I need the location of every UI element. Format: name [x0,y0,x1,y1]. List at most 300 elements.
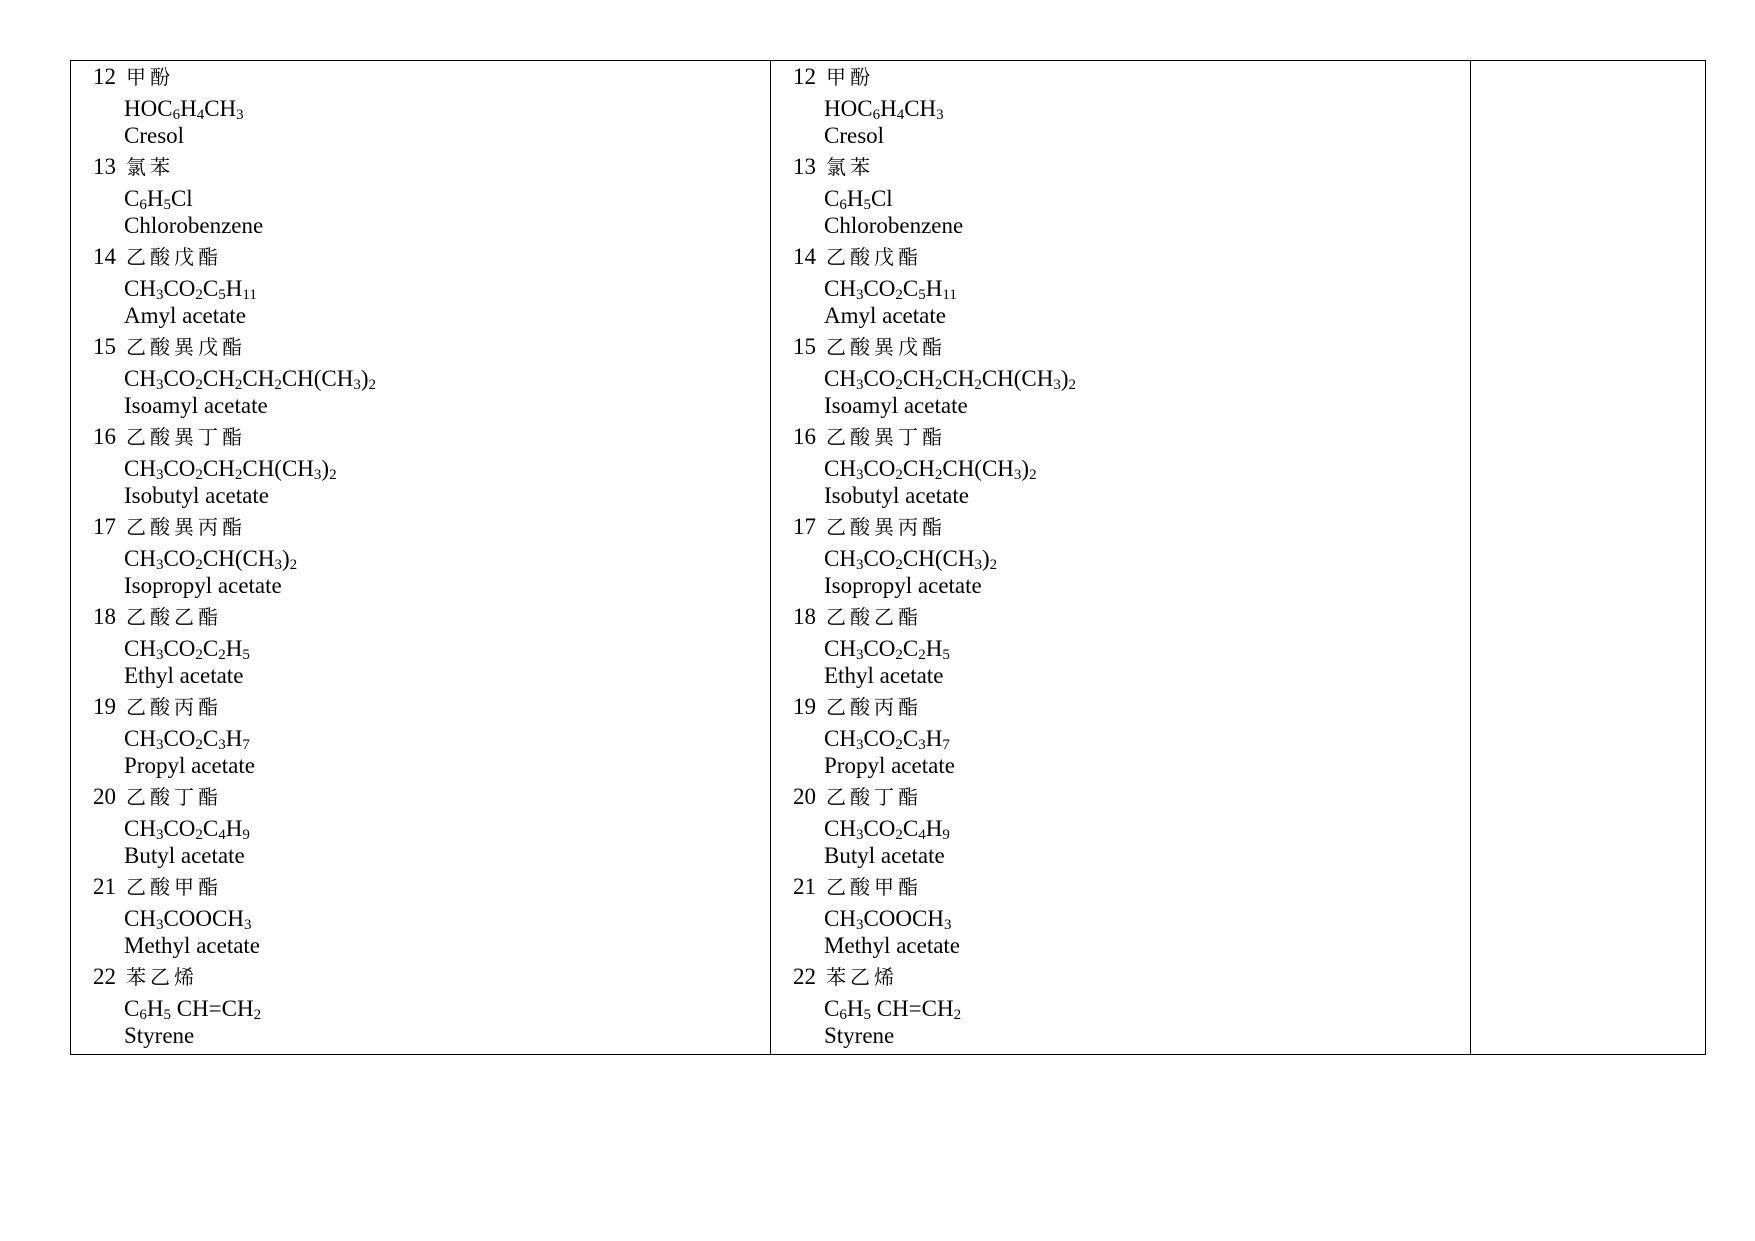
formula-subscript: 3 [855,377,864,393]
formula-text: ) [281,546,290,571]
cell-bottom-spacer [793,1052,1470,1054]
english-name: Methyl acetate [824,933,961,958]
chemical-formula [93,902,770,932]
formula-subscript: 3 [313,467,322,483]
chinese-name: 乙酸異戊酯 [126,335,246,359]
chemical-entry [793,602,1470,692]
empty-right-cell [1471,61,1706,1055]
chemical-entry [93,692,770,782]
chemical-formula [93,632,770,662]
left-column-cell [71,61,771,1055]
formula-text: CO [163,816,196,841]
chemical-formula [93,182,770,212]
formula-subscript: 5 [218,287,226,303]
formula-subscript: 2 [1068,377,1077,393]
formula-subscript: 3 [155,287,164,303]
chemical-entry [793,782,1470,872]
formula-subscript: 4 [918,827,926,843]
chinese-name: 乙酸甲酯 [826,875,922,899]
formula-text: CH [124,276,156,301]
formula-subscript: 6 [172,107,181,123]
formula-text: CH=CH [870,996,954,1021]
chemical-entry [93,512,770,602]
formula-text: HOC [124,96,173,121]
formula-subscript: 2 [934,467,943,483]
formula-text: C [124,996,140,1021]
formula-text: CH(CH [281,366,354,391]
english-name: Isopropyl acetate [124,573,282,598]
formula-text: H [225,816,243,841]
formula-subscript: 3 [243,917,252,933]
english-name: Ethyl acetate [824,663,944,688]
chemical-formula [793,362,1470,392]
entry-number: 15 [93,334,116,359]
formula-subscript: 3 [353,377,361,393]
chemical-entry [793,332,1470,422]
chemical-entry [93,872,770,962]
formula-subscript: 2 [234,467,243,483]
formula-text: CO [863,816,896,841]
formula-subscript: 3 [855,557,864,573]
chemical-formula [93,812,770,842]
chemical-entry [793,152,1470,242]
formula-text: CH(CH [902,546,975,571]
entry-heading [793,242,1470,272]
formula-subscript: 2 [895,467,903,483]
entry-number: 14 [93,244,116,269]
formula-text: H [925,636,943,661]
formula-subscript: 3 [855,467,864,483]
formula-subscript: 2 [195,647,203,663]
formula-subscript: 3 [918,737,926,753]
english-name: Isopropyl acetate [824,573,982,598]
chinese-name: 乙酸異戊酯 [826,335,946,359]
formula-text: CO [863,276,896,301]
formula-subscript: 2 [195,287,203,303]
chemical-entry [93,242,770,332]
formula-text: H [225,726,243,751]
formula-subscript: 6 [139,1007,147,1023]
entry-heading [793,422,1470,452]
formula-text: ) [1021,456,1030,481]
chinese-name: 乙酸丁酯 [126,785,222,809]
formula-subscript: 5 [942,647,950,663]
formula-text: CO [163,366,196,391]
formula-text: CH [202,456,235,481]
entry-number: 13 [793,154,816,179]
formula-subscript: 3 [155,647,164,663]
entry-number: 14 [793,244,816,269]
entry-number: 15 [793,334,816,359]
entry-heading [793,62,1470,92]
english-name: Propyl acetate [124,753,255,778]
formula-text: CO [163,276,196,301]
entry-number: 19 [793,694,816,719]
chinese-name: 乙酸乙酯 [126,605,222,629]
english-name: Styrene [124,1023,195,1048]
formula-subscript: 2 [329,467,337,483]
formula-text: C [202,276,219,301]
chinese-name: 乙酸異丁酯 [126,425,246,449]
formula-text: H [225,276,243,301]
chinese-name: 乙酸戊酯 [826,245,922,269]
formula-subscript: 2 [368,377,377,393]
formula-subscript: 9 [942,827,950,843]
formula-subscript: 2 [195,377,203,393]
formula-text: Cl [170,186,193,211]
formula-text: CH [824,276,856,301]
formula-text: CH [124,366,156,391]
formula-text: CH(CH [202,546,275,571]
chemical-formula [93,272,770,302]
formula-subscript: 3 [1053,377,1061,393]
chemical-formula [93,362,770,392]
formula-subscript: 2 [895,647,903,663]
formula-text: CO [163,636,196,661]
formula-subscript: 5 [863,1007,871,1023]
cell-bottom-spacer [93,1052,770,1054]
entry-heading [93,152,770,182]
formula-text: CH [124,456,156,481]
formula-text: CH(CH [942,456,1014,481]
entry-heading [93,962,770,992]
formula-subscript: 3 [1013,467,1022,483]
formula-subscript: 5 [163,197,171,213]
chemical-entry [793,962,1470,1052]
formula-text: CO [863,366,896,391]
entry-number: 18 [93,604,116,629]
chinese-name: 甲酚 [826,65,874,89]
english-name: Methyl acetate [124,933,261,958]
entry-heading [93,782,770,812]
english-name: Butyl acetate [824,843,945,868]
formula-subscript: 6 [839,197,847,213]
formula-text: Cl [870,186,893,211]
english-name: Ethyl acetate [124,663,244,688]
entry-list [71,61,770,1054]
formula-subscript: 6 [139,197,147,213]
chemical-formula [93,992,770,1022]
formula-subscript: 2 [253,1007,262,1023]
entry-heading [793,512,1470,542]
chemical-formula [793,632,1470,662]
chemical-entry [93,782,770,872]
formula-subscript: 3 [218,737,226,753]
chemical-formula [93,542,770,572]
formula-text: CO [863,456,896,481]
formula-text: CH [824,636,856,661]
entry-number: 13 [93,154,116,179]
formula-text: CH [202,366,235,391]
chemical-entry [93,152,770,242]
entry-number: 21 [793,874,816,899]
formula-text: CH [824,906,856,931]
chinese-name: 乙酸丁酯 [826,785,922,809]
entry-heading [793,692,1470,722]
chinese-name: 甲酚 [126,65,174,89]
english-name: Amyl acetate [824,303,946,328]
table-row [71,61,1706,1055]
english-name: Butyl acetate [124,843,245,868]
entry-heading [793,332,1470,362]
formula-subscript: 3 [155,557,164,573]
chemical-formula [793,92,1470,122]
chemical-formula [793,272,1470,302]
english-name: Chlorobenzene [824,213,964,238]
formula-text: H [925,276,943,301]
english-name: Amyl acetate [124,303,246,328]
formula-subscript: 5 [242,647,250,663]
chemical-entry [93,332,770,422]
chemical-formula [793,182,1470,212]
entry-heading [93,872,770,902]
entry-number: 19 [93,694,116,719]
formula-text: C [902,276,919,301]
formula-text: H [925,726,943,751]
formula-text: COOCH [163,906,244,931]
entry-number: 16 [793,424,816,449]
formula-text: CH [124,726,156,751]
english-name: Cresol [124,123,185,148]
formula-subscript: 3 [236,107,244,123]
formula-text: CH [824,456,856,481]
formula-text: ) [360,366,369,391]
formula-text: ) [1060,366,1069,391]
formula-subscript: 2 [989,557,998,573]
formula-text: C [902,816,919,841]
formula-text: C [824,996,840,1021]
chemical-entry [793,422,1470,512]
formula-subscript: 11 [942,287,957,303]
entry-number: 17 [93,514,116,539]
formula-subscript: 3 [155,917,164,933]
formula-subscript: 7 [942,737,950,753]
entry-number: 20 [793,784,816,809]
formula-subscript: 2 [953,1007,962,1023]
formula-text: CO [163,726,196,751]
formula-subscript: 4 [218,827,226,843]
english-name: Cresol [824,123,885,148]
formula-subscript: 3 [855,737,864,753]
formula-subscript: 3 [155,827,164,843]
english-name: Isoamyl acetate [824,393,968,418]
chemical-entry [93,602,770,692]
formula-subscript: 3 [155,377,164,393]
formula-subscript: 7 [242,737,250,753]
formula-subscript: 3 [155,737,164,753]
chinese-name: 氯苯 [826,155,874,179]
entry-heading [93,692,770,722]
formula-text: H [846,186,864,211]
formula-text: C [902,726,919,751]
formula-subscript: 6 [839,1007,847,1023]
formula-text: CO [163,546,196,571]
entry-list [771,61,1470,1054]
formula-subscript: 2 [274,377,282,393]
chemical-entry [93,962,770,1052]
chemical-list-table [70,60,1706,1055]
chemical-entry [793,242,1470,332]
formula-subscript: 3 [855,287,864,303]
formula-subscript: 3 [943,917,952,933]
chemical-entry [793,512,1470,602]
formula-text: CO [163,456,196,481]
formula-text: CO [863,546,896,571]
formula-text: CH [124,546,156,571]
chemical-formula [93,92,770,122]
english-name: Isobutyl acetate [124,483,269,508]
formula-subscript: 2 [895,737,903,753]
formula-subscript: 2 [934,377,943,393]
formula-subscript: 5 [863,197,871,213]
chemical-formula [793,452,1470,482]
formula-text: CH [824,366,856,391]
english-name: Propyl acetate [824,753,955,778]
formula-text: CH [824,726,856,751]
entry-number: 17 [793,514,816,539]
formula-subscript: 2 [289,557,298,573]
entry-heading [93,62,770,92]
entry-number: 22 [93,964,116,989]
entry-heading [93,602,770,632]
entry-heading [93,242,770,272]
formula-text: CH [204,96,237,121]
formula-text: CH [124,636,156,661]
chemical-formula [793,992,1470,1022]
formula-subscript: 2 [895,287,903,303]
formula-subscript: 2 [895,827,903,843]
formula-subscript: 3 [974,557,982,573]
formula-subscript: 9 [242,827,250,843]
formula-text: C [202,726,219,751]
formula-text: C [902,636,919,661]
chemical-entry [793,692,1470,782]
formula-text: CH [124,906,156,931]
formula-subscript: 2 [195,467,203,483]
formula-text: H [180,96,197,121]
formula-text: CH [824,816,856,841]
chinese-name: 苯乙烯 [826,965,898,989]
formula-subscript: 4 [896,107,905,123]
entry-heading [793,152,1470,182]
chemical-entry [793,62,1470,152]
entry-heading [793,872,1470,902]
formula-text: CH [902,366,935,391]
chinese-name: 乙酸異丁酯 [826,425,946,449]
chinese-name: 氯苯 [126,155,174,179]
formula-text: H [146,186,164,211]
formula-text: ) [321,456,330,481]
formula-text: CH(CH [242,456,314,481]
formula-subscript: 6 [872,107,881,123]
chinese-name: 苯乙烯 [126,965,198,989]
entry-number: 16 [93,424,116,449]
english-name: Styrene [824,1023,895,1048]
formula-subscript: 3 [274,557,282,573]
formula-text: CH [902,456,935,481]
entry-number: 20 [93,784,116,809]
formula-subscript: 3 [855,827,864,843]
entry-number: 12 [93,64,116,89]
formula-text: CH=CH [170,996,254,1021]
chemical-formula [93,722,770,752]
chinese-name: 乙酸甲酯 [126,875,222,899]
formula-subscript: 2 [895,557,903,573]
formula-text: CH [242,366,275,391]
formula-subscript: 3 [855,647,864,663]
formula-text: C [124,186,140,211]
formula-text: C [824,186,840,211]
entry-number: 22 [793,964,816,989]
formula-text: H [146,996,164,1021]
formula-subscript: 3 [155,467,164,483]
chinese-name: 乙酸丙酯 [126,695,222,719]
formula-text: ) [981,546,990,571]
entry-heading [793,602,1470,632]
entry-heading [93,512,770,542]
chinese-name: 乙酸乙酯 [826,605,922,629]
entry-number: 12 [793,64,816,89]
chemical-formula [93,452,770,482]
chinese-name: 乙酸異丙酯 [826,515,946,539]
chinese-name: 乙酸戊酯 [126,245,222,269]
formula-subscript: 3 [936,107,944,123]
formula-text: H [846,996,864,1021]
formula-text: H [880,96,897,121]
formula-text: CH [942,366,975,391]
formula-text: CO [863,636,896,661]
chemical-formula [793,902,1470,932]
formula-subscript: 3 [855,917,864,933]
formula-subscript: 5 [163,1007,171,1023]
formula-text: CO [863,726,896,751]
formula-subscript: 2 [974,377,982,393]
chemical-formula [793,542,1470,572]
entry-heading [793,962,1470,992]
entry-heading [93,422,770,452]
chemical-formula [793,722,1470,752]
middle-column-cell [771,61,1471,1055]
english-name: Isoamyl acetate [124,393,268,418]
formula-subscript: 4 [196,107,205,123]
formula-text: C [202,816,219,841]
formula-subscript: 2 [1029,467,1037,483]
chemical-entry [93,422,770,512]
formula-subscript: 2 [195,827,203,843]
entry-number: 21 [93,874,116,899]
entry-heading [93,332,770,362]
formula-subscript: 11 [242,287,257,303]
formula-text: CH [124,816,156,841]
chinese-name: 乙酸異丙酯 [126,515,246,539]
formula-text: H [925,816,943,841]
entry-number: 18 [793,604,816,629]
formula-subscript: 2 [234,377,243,393]
chemical-formula [793,812,1470,842]
chemical-entry [93,62,770,152]
formula-subscript: 2 [195,557,203,573]
formula-text: COOCH [863,906,944,931]
formula-subscript: 5 [918,287,926,303]
formula-subscript: 2 [195,737,203,753]
chemical-entry [793,872,1470,962]
formula-text: CH(CH [981,366,1054,391]
formula-text: H [225,636,243,661]
formula-text: CH [904,96,937,121]
formula-text: HOC [824,96,873,121]
chinese-name: 乙酸丙酯 [826,695,922,719]
formula-text: C [202,636,219,661]
